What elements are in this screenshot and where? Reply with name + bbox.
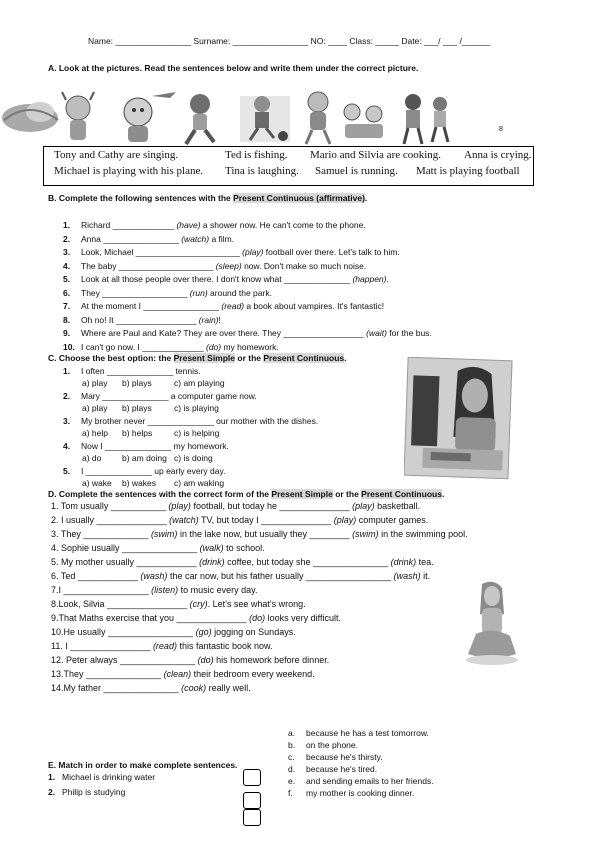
section-d-item-4[interactable]: 4. Sophie usually _______________ (walk) to school. (51, 543, 265, 553)
option-b[interactable]: b) plays (122, 378, 152, 388)
match-right-f: f. my mother is cooking dinner. (288, 788, 415, 798)
running-boy-picture (186, 94, 214, 144)
phrase-8: Matt is playing football (416, 165, 520, 177)
section-d-item-1[interactable]: 1. Tom usually ___________ (play) football, but today he ______________ (play) basketball. (51, 501, 421, 511)
picture-strip-svg (0, 90, 510, 146)
section-b-item-2[interactable]: 2. Anna ________________ (watch) a film. (63, 233, 235, 244)
section-d-item-12[interactable]: 12. Peter always _______________ (do) his homework before dinner. (51, 655, 330, 665)
section-b-item-6[interactable]: 6. They __________________ (run) around the park. (63, 287, 272, 298)
fishing-boy-picture (404, 94, 448, 144)
option-c[interactable]: c) is helping (174, 428, 220, 438)
phrase-3: Mario and Silvia are cooking. (310, 149, 442, 161)
section-c-options-5 (82, 478, 224, 488)
girl-sitting-svg (460, 580, 522, 668)
section-c-title: C. Choose the best option: the Present Simple or the Present Continuous. (48, 353, 347, 363)
section-c-options-3 (82, 428, 219, 438)
student-info-line[interactable]: Name: ________________ Surname: ________________ NO: ____ Class: _____ Date: ___/ ___ /______ (88, 36, 491, 46)
answer-box-3[interactable] (243, 809, 261, 826)
section-c-question-4: 4. Now I ______________ my homework. (63, 441, 229, 451)
section-d-item-9[interactable]: 9.That Maths exercise that you ______________ (do) looks very difficult. (51, 613, 342, 623)
option-a[interactable]: a) play (82, 403, 108, 413)
option-c[interactable]: c) am playing (174, 378, 225, 388)
section-c-question-5: 5. I ______________ up early every day. (63, 466, 226, 476)
option-a[interactable]: a) wake (82, 478, 112, 488)
option-c[interactable]: c) is doing (174, 453, 213, 463)
section-c-options-2 (82, 403, 219, 413)
match-right-d: d. because he's tired. (288, 764, 378, 774)
section-c-options-4 (82, 453, 213, 463)
section-b-item-4[interactable]: 4. The baby ____________________ (sleep) now. Don't make so much noise. (63, 260, 367, 271)
section-d-item-3[interactable]: 3. They _____________ (swim) in the lake now, but usually they ________ (swim) in the swimming pool. (51, 529, 468, 539)
football-boy-picture (240, 96, 290, 142)
section-b-item-10[interactable]: 10. I can't go now. I _____________ (do) my homework. (63, 341, 279, 352)
phrase-7: Samuel is running. (315, 165, 398, 177)
section-c-question-1: 1. I often ______________ tennis. (63, 366, 201, 376)
answer-box-1[interactable] (243, 769, 261, 786)
section-d-item-5[interactable]: 5. My mother usually ____________ (drink) coffee, but today she _______________ (drink) tea. (51, 557, 434, 567)
section-d-item-10[interactable]: 10.He usually _________________ (go) jogging on Sundays. (51, 627, 296, 637)
section-d-title: D. Complete the sentences with the correct form of the Present Simple or the Present Continuous. (48, 489, 445, 499)
girl-at-computer-svg (404, 357, 514, 482)
section-c-question-3: 3. My brother never ______________ our mother with the dishes. (63, 416, 319, 426)
section-b-item-7[interactable]: 7. At the moment I ________________ (read) a book about vampires. It's fantastic! (63, 301, 385, 311)
section-b-item-5[interactable]: 5. Look at all those people over there. I don't know what ______________ (happen). (63, 274, 389, 284)
phrase-6: Tina is laughing. (225, 165, 299, 177)
boy-with-plane-picture (124, 92, 176, 142)
option-b[interactable]: b) wakes (122, 478, 157, 488)
laughing-girl-picture (62, 92, 94, 140)
section-d-item-2[interactable]: 2. I usually ______________ (watch) TV, but today I ______________ (play) computer games. (51, 515, 429, 525)
section-b-item-9[interactable]: 9. Where are Paul and Kate? They are over there. They _________________ (wait) for the bus. (63, 328, 432, 338)
section-d-item-6[interactable]: 6. Ted ____________ (wash) the car now, but his father usually _________________ (wash) it. (51, 571, 431, 581)
phrase-5: Michael is playing with his plane. (54, 165, 204, 177)
match-right-a: a. because he has a test tomorrow. (288, 728, 429, 738)
option-a[interactable]: a) help (82, 428, 108, 438)
section-d-item-14[interactable]: 14.My father _______________ (cook) really well. (51, 683, 251, 693)
answer-box-2[interactable] (243, 792, 261, 809)
crying-girl-picture (2, 102, 58, 132)
section-b-item-3[interactable]: 3. Look, Michael ______________________ (play) football over there. Let's talk to him. (63, 247, 400, 257)
section-d-item-8[interactable]: 8.Look, Silvia ________________ (cry). Let's see what's wrong. (51, 599, 306, 609)
match-right-b: b. on the phone. (288, 740, 358, 750)
option-b[interactable]: b) plays (122, 403, 152, 413)
section-b-title: B. Complete the following sentences with the Present Continuous (affirmative). (48, 193, 368, 203)
section-e-title: E. Match in order to make complete sentences. (48, 760, 238, 770)
singing-girl-picture (306, 92, 330, 144)
phrase-2: Ted is fishing. (225, 149, 288, 161)
option-a[interactable]: a) do (82, 453, 102, 463)
section-d-item-7[interactable]: 7.I _________________ (listen) to music every day. (51, 585, 258, 595)
option-c[interactable]: c) am waking (174, 478, 225, 488)
match-left-1: 1. Michael is drinking water (48, 772, 156, 782)
option-c[interactable]: c) is playing (174, 403, 219, 413)
section-a-points: 8 (499, 126, 503, 133)
option-b[interactable]: b) helps (122, 428, 153, 438)
section-c-question-2: 2. Mary ______________ a computer game now. (63, 391, 257, 401)
option-b[interactable]: b) am doing (122, 453, 167, 463)
match-left-2: 2. Philip is studying (48, 787, 126, 797)
cooking-children-picture (344, 104, 383, 138)
option-a[interactable]: a) play (82, 378, 108, 388)
phrase-1: Tony and Cathy are singing. (54, 149, 179, 161)
section-b-item-1[interactable]: 1. Richard _____________ (have) a shower now. He can't come to the phone. (63, 220, 366, 230)
section-b-item-8[interactable]: 8. Oh no! It _________________ (rain)! (63, 314, 221, 325)
phrase-4: Anna is crying. (464, 149, 532, 161)
phrase-box (43, 146, 534, 186)
match-right-c: c. because he's thirsty. (288, 752, 383, 762)
section-d-item-13[interactable]: 13.They _______________ (clean) their bedroom every weekend. (51, 669, 315, 679)
section-c-options-1 (82, 378, 225, 388)
match-right-e: e. and sending emails to her friends. (288, 776, 434, 786)
section-d-item-11[interactable]: 11. I ________________ (read) this fantastic book now. (51, 641, 273, 651)
section-a-title: A. Look at the pictures. Read the sentences below and write them under the correct picture. (48, 63, 419, 73)
